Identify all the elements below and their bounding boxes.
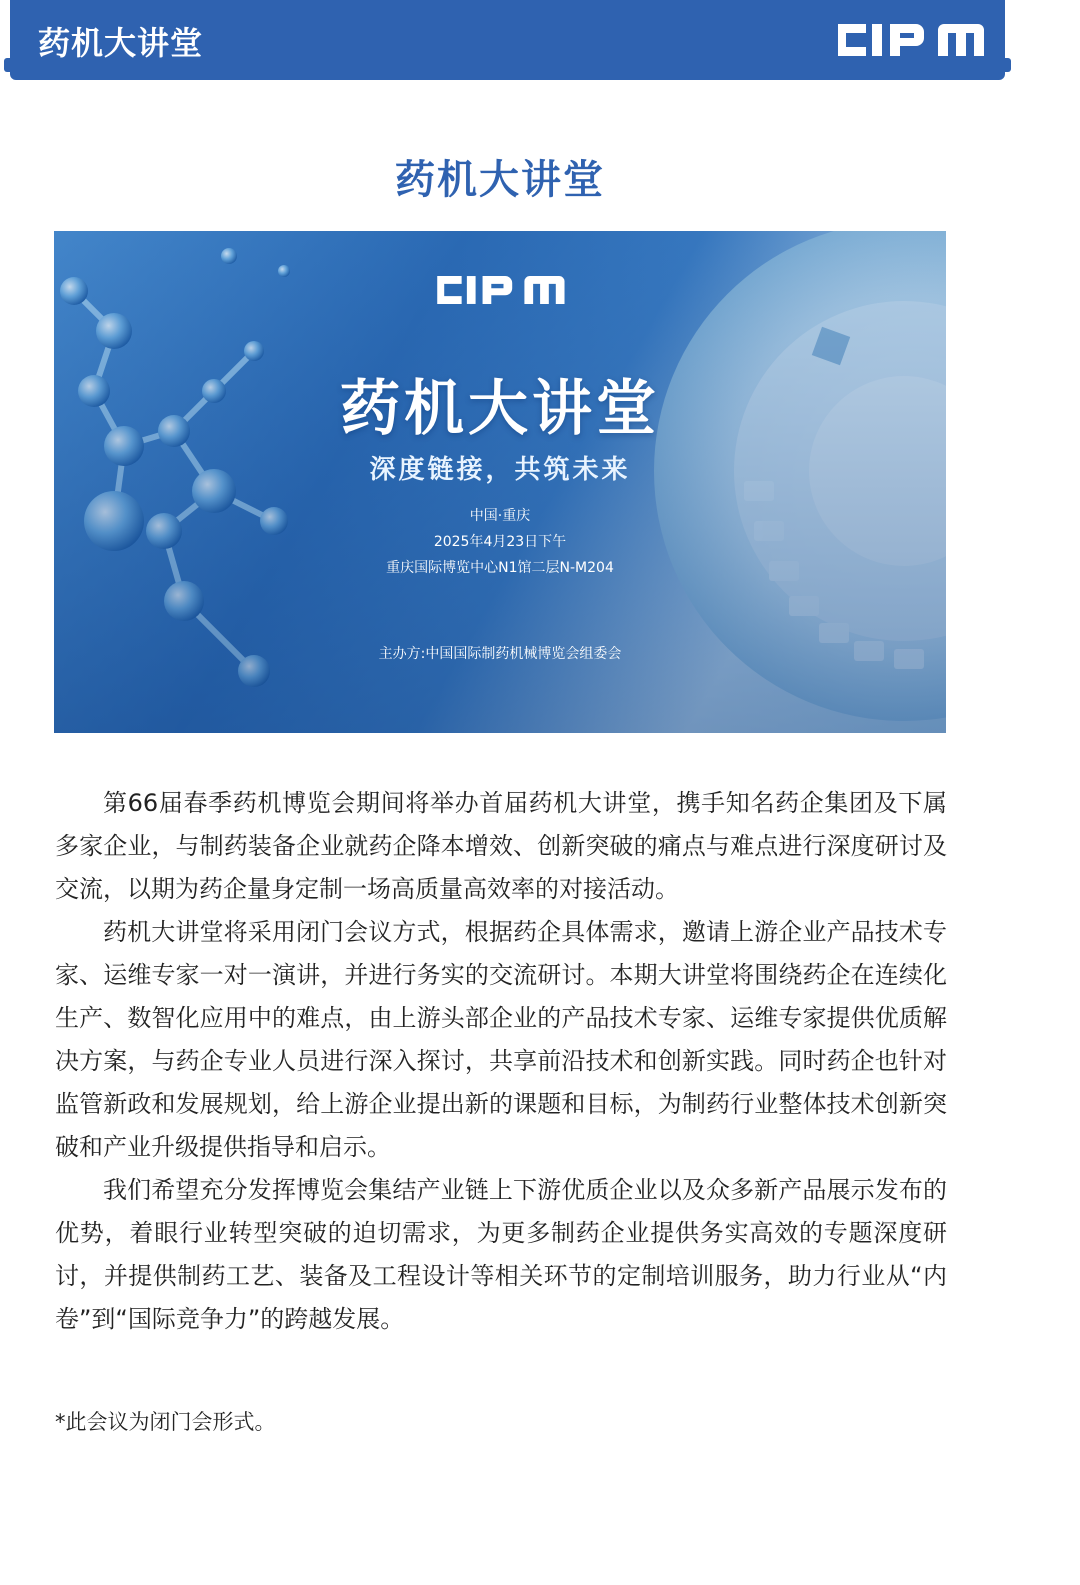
banner-title: 药机大讲堂 (340, 374, 660, 444)
banner-date: 2025年4月23日下午 (433, 534, 567, 550)
cipm-logo (832, 14, 988, 66)
event-banner (54, 231, 946, 733)
paragraph: 第66届春季药机博览会期间将举办首届药机大讲堂，携手知名药企集团及下属多家企业，与制药装备企业就药企降本增效、创新突破的痛点与难点进行深度研讨及交流，以期为药企量身定制一场高质量高效率的对接活动。 (55, 789, 947, 903)
banner-venue: 重庆国际博览中心N1馆二层N-M204 (386, 560, 614, 576)
banner-location: 中国·重庆 (469, 508, 531, 524)
banner-slogan: 深度链接，共筑未来 (369, 455, 631, 485)
header-bar (10, 0, 1005, 80)
banner-organizer: 主办方:中国国际制药机械博览会组委会 (378, 646, 622, 662)
header-title: 药机大讲堂 (38, 24, 204, 62)
paragraph: 药机大讲堂将采用闭门会议方式，根据药企具体需求，邀请上游企业产品技术专家、运维专家一对一演讲，并进行务实的交流研讨。本期大讲堂将围绕药企在连续化生产、数智化应用中的难点，由上游头部企业的产品技术专家、运维专家提供优质解决方案，与药企专业人员进行深入探讨，共享前沿技术和创新实践。同时药企也针对监管新政和发展规划，给上游企业提出新的课题和目标，为制药行业整体技术创新突破和产业升级提供指导和启示。 (55, 918, 947, 1161)
page-title: 药机大讲堂 (395, 157, 605, 203)
article-body (55, 782, 947, 1341)
footnote: *此会议为闭门会形式。 (55, 1410, 276, 1434)
paragraph: 我们希望充分发挥博览会集结产业链上下游优质企业以及众多新产品展示发布的优势，着眼行业转型突破的迫切需求，为更多制药企业提供务实高效的专题深度研讨，并提供制药工艺、装备及工程设计等相关环节的定制培训服务，助力行业从“内卷”到“国际竞争力”的跨越发展。 (55, 1176, 947, 1333)
banner-cipm-logo (432, 267, 568, 313)
